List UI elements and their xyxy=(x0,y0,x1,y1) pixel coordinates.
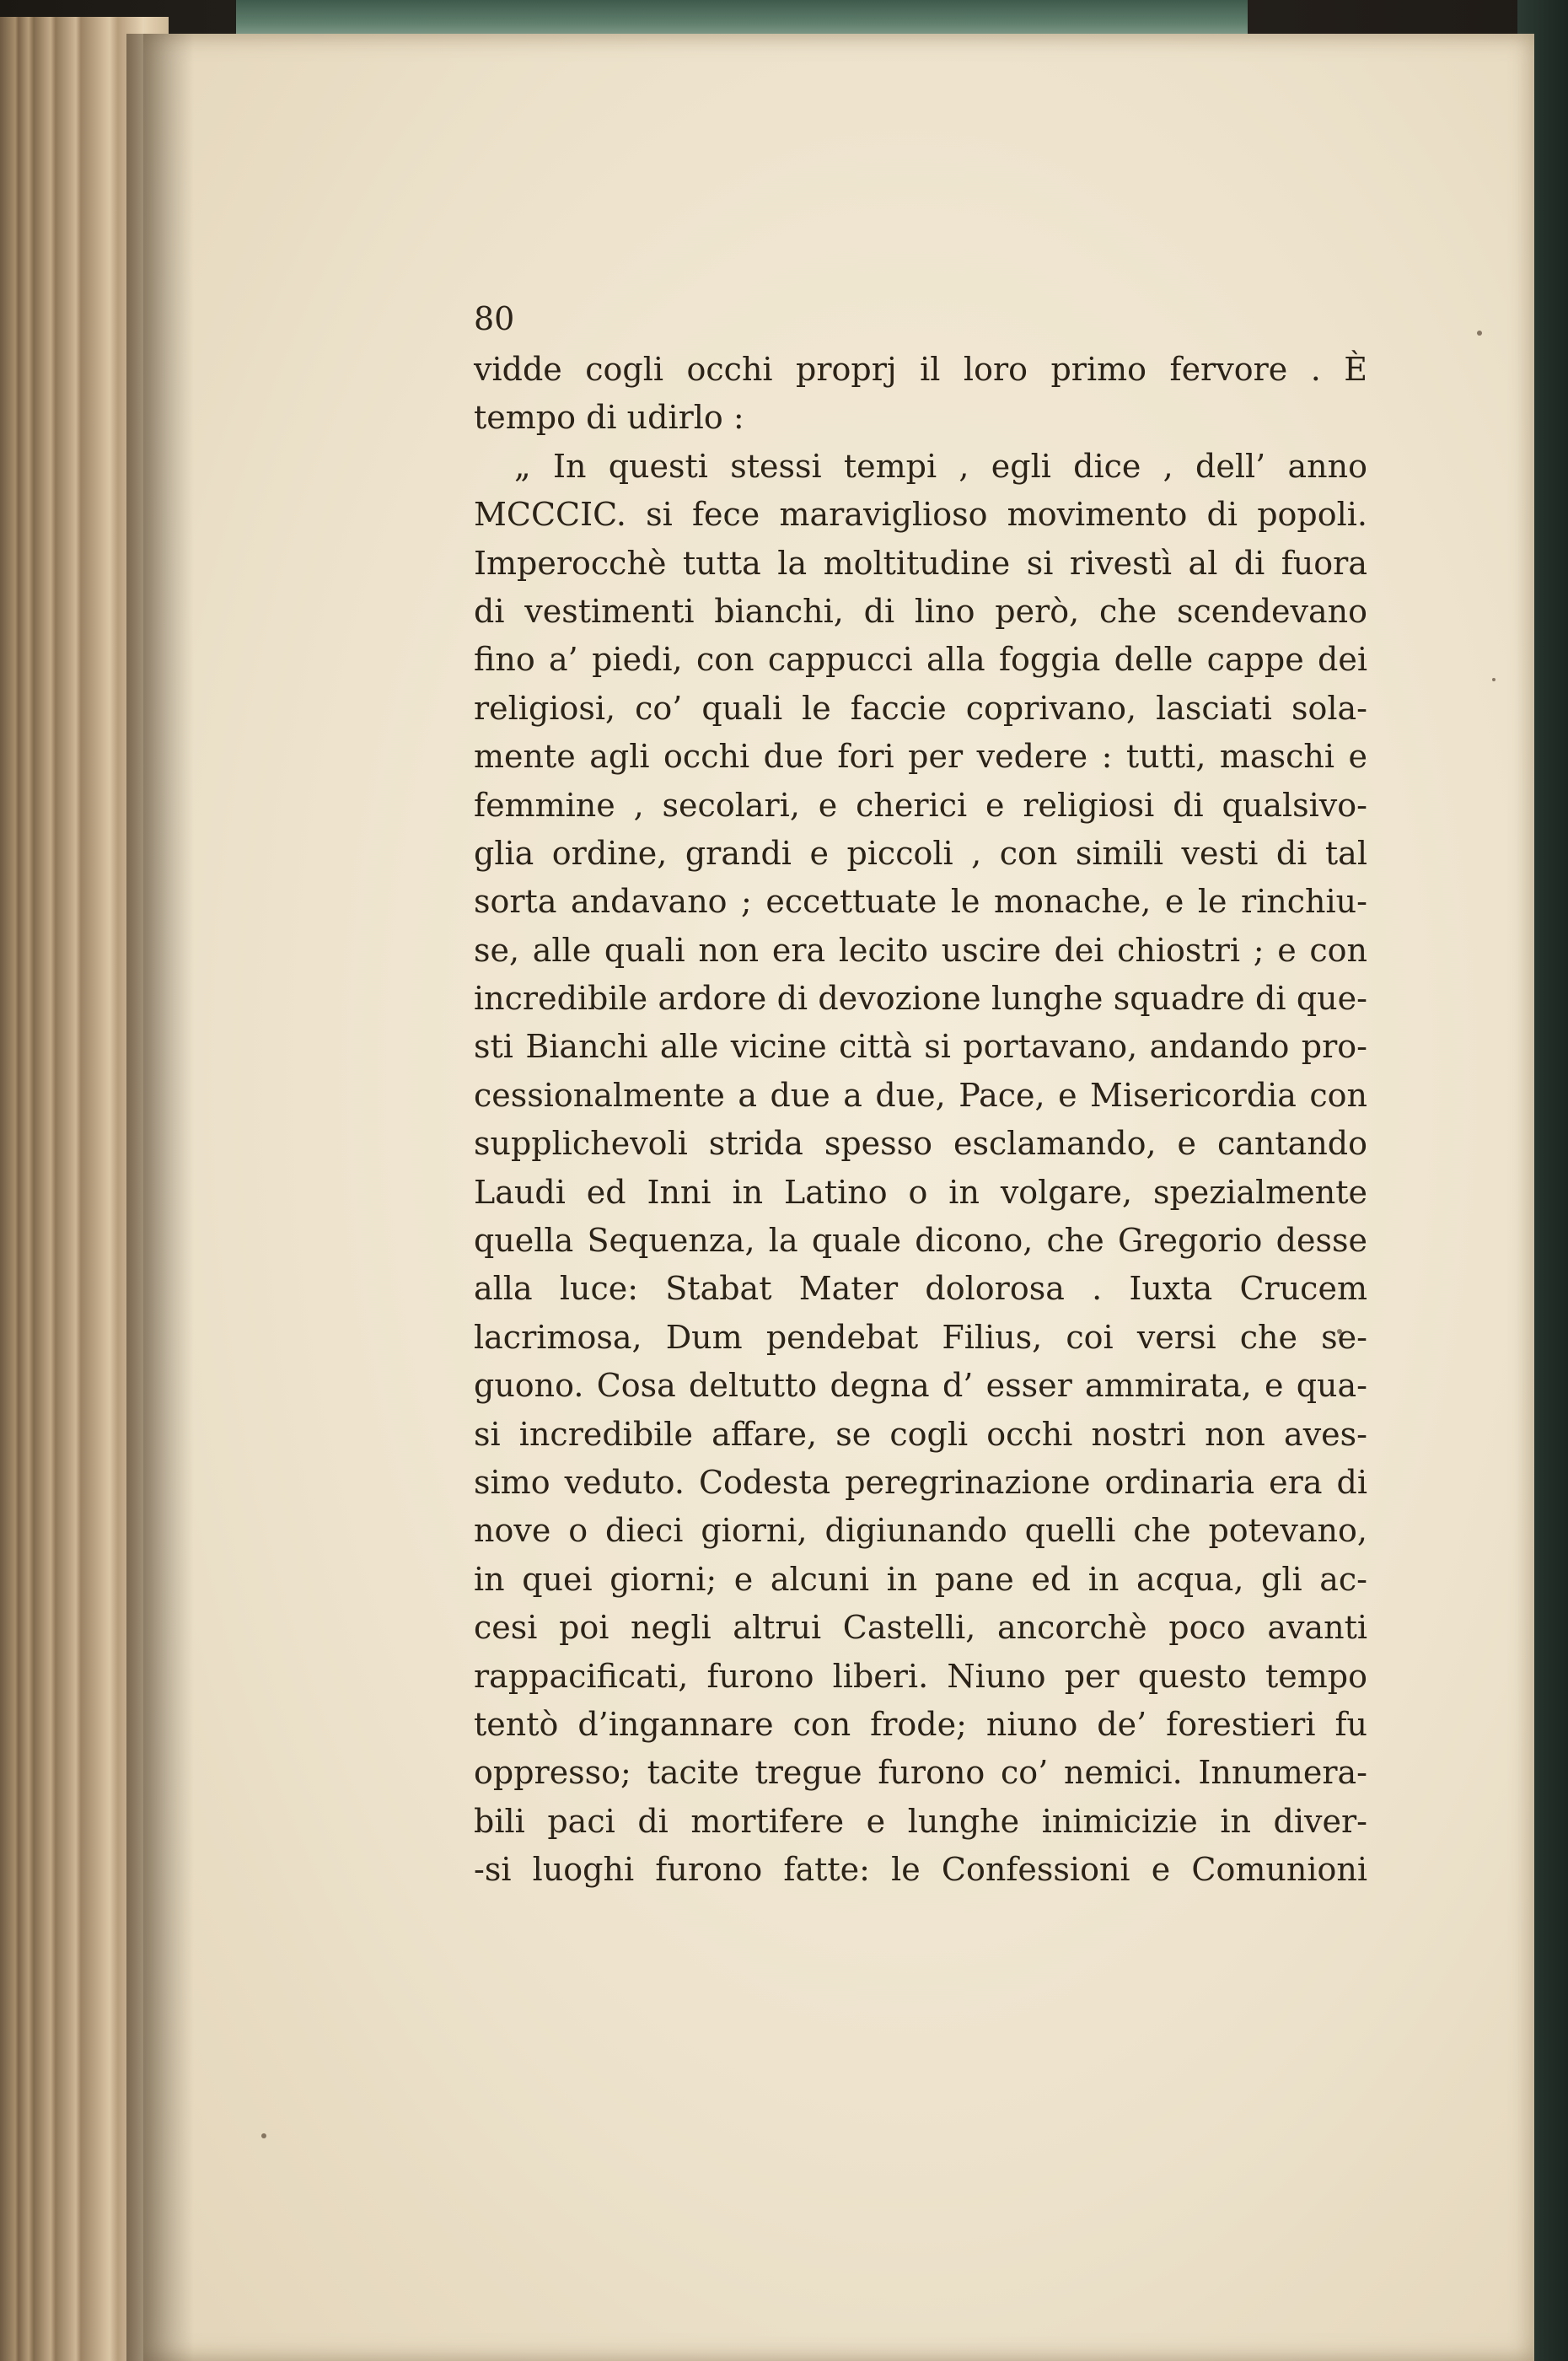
text-line: glia ordine, grandi e piccoli , con simili vesti di tal xyxy=(474,834,1367,872)
text-line: in quei giorni; e alcuni in pane ed in acqua, gli ac- xyxy=(474,1560,1367,1598)
text-line: fino a’ piedi, con cappucci alla foggia delle cappe dei xyxy=(474,641,1367,679)
text-line: sti Bianchi alle vicine città si portavano, andando pro- xyxy=(474,1028,1367,1066)
text-line: quella Sequenza, la quale dicono, che Gregorio desse xyxy=(474,1222,1367,1260)
page-number: 80 xyxy=(474,300,515,337)
text-line: guono. Cosa deltutto degna d’ esser ammirata, e qua- xyxy=(474,1367,1367,1405)
text-line: religiosi, co’ quali le faccie coprivano, lasciati sola- xyxy=(474,689,1367,727)
text-line: nove o dieci giorni, digiunando quelli che potevano, xyxy=(474,1512,1367,1550)
text-line: supplichevoli strida spesso esclamando, e cantando xyxy=(474,1125,1367,1163)
text-line: se, alle quali non era lecito uscire dei chiostri ; e con xyxy=(474,931,1367,969)
text-line: „ In questi stessi tempi , egli dice , dell’ anno xyxy=(514,447,1367,485)
text-line: femmine , secolari, e cherici e religiosi di qualsivo- xyxy=(474,786,1367,824)
text-line: -si luoghi furono fatte: le Confessioni e Comunioni xyxy=(474,1851,1367,1889)
text-line: cessionalmente a due a due, Pace, e Misericordia con xyxy=(474,1076,1367,1114)
text-line: mente agli occhi due fori per vedere : tutti, maschi e xyxy=(474,738,1367,776)
text-line: alla luce: Stabat Mater dolorosa . Iuxta Crucem xyxy=(474,1270,1367,1308)
text-line: tempo di udirlo : xyxy=(474,399,744,437)
paper-speck xyxy=(1492,678,1496,681)
text-line: si incredibile affare, se cogli occhi nostri non aves- xyxy=(474,1415,1367,1453)
text-line: MCCCIC. si fece maraviglioso movimento di popoli. xyxy=(474,496,1367,534)
gutter-shadow xyxy=(126,34,194,2361)
text-line: cesi poi negli altrui Castelli, ancorchè poco avanti xyxy=(474,1609,1367,1647)
text-line: Imperocchè tutta la moltitudine si rivestì al di fuora xyxy=(474,544,1367,582)
text-line: rappacificati, furono liberi. Niuno per questo tempo xyxy=(474,1657,1367,1695)
text-line: Laudi ed Inni in Latino o in volgare, spezialmente xyxy=(474,1173,1367,1211)
text-line: tentò d’ingannare con frode; niuno de’ forestieri fu xyxy=(474,1705,1367,1743)
text-line: bili paci di mortifere e lunghe inimicizie in diver- xyxy=(474,1802,1367,1840)
text-line: vidde cogli occhi proprj il loro primo fervore . È xyxy=(474,351,1367,388)
paper-speck xyxy=(1477,331,1482,336)
text-line: di vestimenti bianchi, di lino però, che scendevano xyxy=(474,592,1367,630)
paper-speck xyxy=(261,2133,266,2138)
page-text xyxy=(474,297,1367,1895)
text-line: oppresso; tacite tregue furono co’ nemici. Innumera- xyxy=(474,1754,1367,1792)
text-line: incredibile ardore di devozione lunghe squadre di que- xyxy=(474,980,1367,1018)
text-line: lacrimosa, Dum pendebat Filius, coi versi che se- xyxy=(474,1318,1367,1356)
text-line: simo veduto. Codesta peregrinazione ordinaria era di xyxy=(474,1463,1367,1501)
text-line: sorta andavano ; eccettuate le monache, e le rinchiu- xyxy=(474,883,1367,921)
